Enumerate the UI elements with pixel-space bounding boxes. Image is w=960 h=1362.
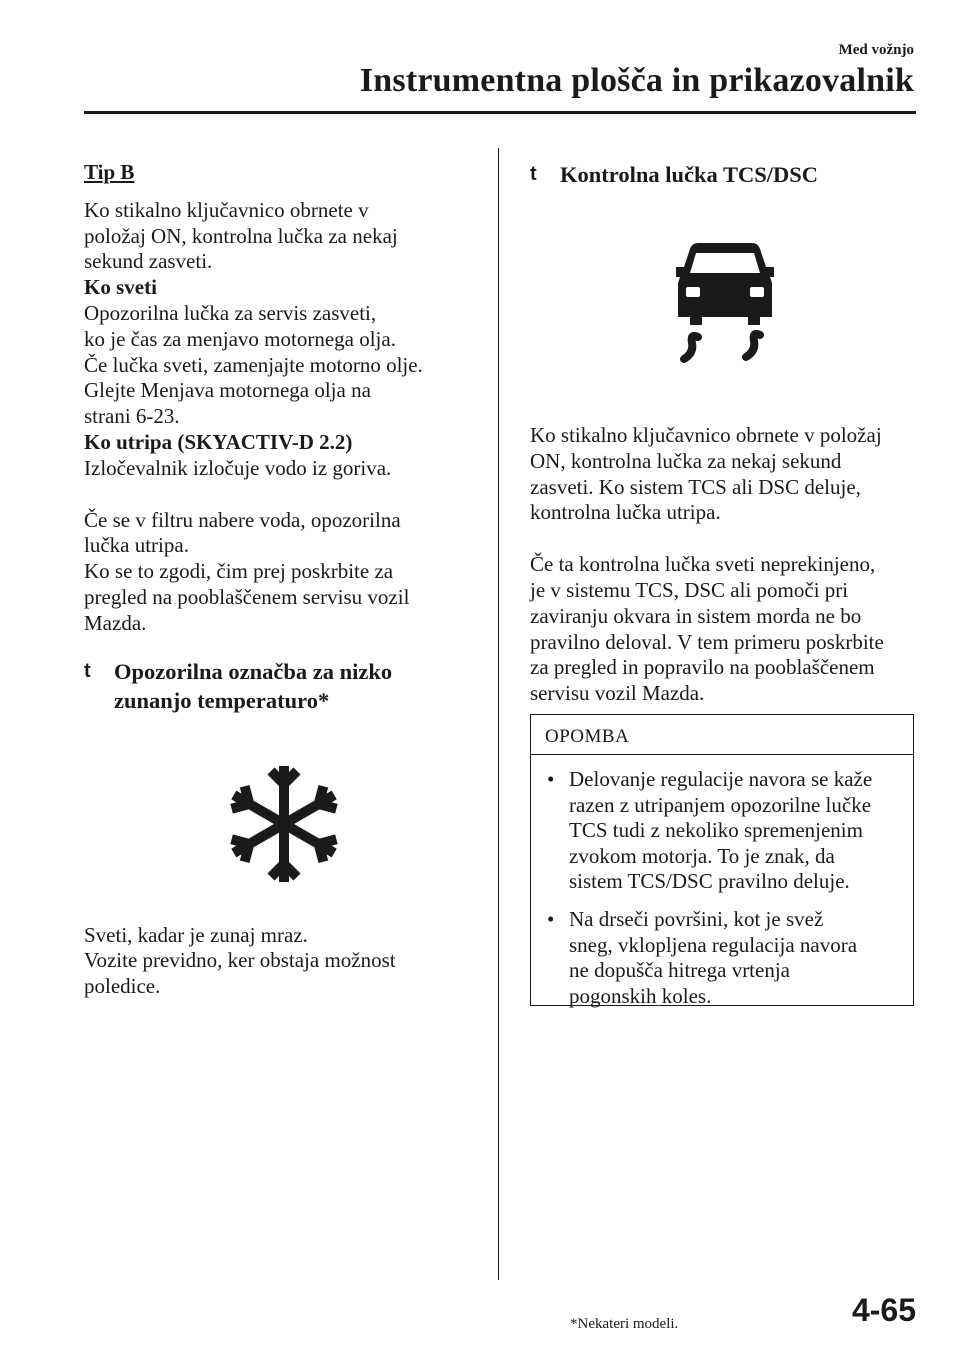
lit-heading: Ko sveti	[84, 275, 157, 300]
heading-text: Kontrolna lučka TCS/DSC	[560, 162, 818, 187]
frost-text-line: poledice.	[84, 974, 161, 999]
tcs-para2-line: servisu vozil Mazda.	[530, 681, 705, 706]
right-column	[530, 160, 920, 707]
lit-text-line: Glejte Menjava motornega olja na	[84, 378, 371, 403]
note-line: Delovanje regulacije navora se kaže	[569, 767, 873, 791]
note-line: TCS tudi z nekoliko spremenjenim	[569, 818, 863, 843]
bullet: •	[547, 906, 555, 931]
left-column	[84, 160, 484, 1000]
tcs-para2-line: pravilno deloval. V tem primeru poskrbite	[530, 629, 884, 654]
water-text-line: Če se v filtru nabere voda, opozorilna	[84, 507, 401, 532]
bullet: •	[547, 767, 555, 791]
column-divider	[498, 148, 499, 1280]
note-line: ne dopušča hitrega vrtenja	[569, 958, 790, 983]
frost-section-heading	[84, 657, 484, 715]
note-line: Na drseči površini, kot je svež	[569, 906, 824, 931]
page-number: 4-65	[851, 1292, 916, 1328]
tcs-para2-line: za pregled in popravilo na pooblaščenem	[530, 655, 875, 680]
tcs-para2-line: Če ta kontrolna lučka sveti neprekinjeno,	[530, 552, 876, 577]
heading-line: zunanjo temperaturo*	[114, 687, 330, 713]
frost-text-line: Vozite previdno, ker obstaja možnost	[84, 948, 396, 973]
type-label: Tip B	[84, 160, 135, 184]
water-text-line: Mazda.	[84, 610, 147, 635]
footnote: *Nekateri modeli.	[570, 1316, 679, 1332]
note-list	[531, 755, 913, 1009]
note-line: pogonskih koles.	[569, 983, 712, 1008]
intro-line: sekund zasveti.	[84, 249, 213, 274]
tcs-para2-line: zaviranju okvara in sistem morda ne bo	[530, 603, 862, 628]
lit-text-line: strani 6-23.	[84, 404, 180, 429]
lit-text-line: Če lučka sveti, zamenjajte motorno olje.	[84, 352, 423, 377]
intro-line: Ko stikalno ključavnico obrnete v	[84, 197, 369, 222]
tcs-icon-wrap	[530, 239, 920, 369]
snowflake-icon	[219, 759, 349, 889]
note-line: sneg, vklopljena regulacija navora	[569, 932, 858, 957]
tcs-para1-line: kontrolna lučka utripa.	[530, 500, 721, 525]
snowflake-icon-wrap	[84, 759, 484, 887]
tcs-section-heading	[530, 160, 920, 189]
header-rule	[84, 111, 916, 114]
water-text-line: lučka utripa.	[84, 533, 189, 558]
note-item	[547, 767, 903, 895]
heading-line: Opozorilna označba za nizko	[114, 658, 393, 684]
note-line: zvokom motorja. To je znak, da	[569, 843, 835, 868]
lit-text-line: Opozorilna lučka za servis zasveti,	[84, 300, 377, 325]
water-text-line: pregled na pooblaščenem servisu vozil	[84, 584, 410, 609]
note-title: OPOMBA	[531, 715, 913, 755]
note-line: razen z utripanjem opozorilne lučke	[569, 792, 872, 817]
blink-heading: Ko utripa (SKYACTIV-D 2.2)	[84, 429, 353, 454]
intro-line: položaj ON, kontrolna lučka za nekaj	[84, 223, 398, 248]
note-line: sistem TCS/DSC pravilno deluje.	[569, 869, 850, 894]
frost-text-line: Sveti, kadar je zunaj mraz.	[84, 922, 308, 947]
section-label: Med vožnjo	[838, 42, 914, 58]
tcs-para1-line: zasveti. Ko sistem TCS ali DSC deluje,	[530, 474, 861, 499]
note-box	[530, 714, 914, 1006]
tcs-para1-line: ON, kontrolna lučka za nekaj sekund	[530, 448, 842, 473]
water-text-line: Ko se to zgodi, čim prej poskrbite za	[84, 559, 394, 584]
lit-text-line: ko je čas za menjavo motornega olja.	[84, 326, 396, 351]
section-marker: t	[84, 659, 91, 682]
section-marker: t	[530, 163, 537, 185]
tcs-para1-line: Ko stikalno ključavnico obrnete v položaj	[530, 423, 882, 447]
chapter-title: Instrumentna plošča in prikazovalnik	[359, 62, 914, 99]
note-item	[547, 907, 903, 1009]
tcs-dsc-skidding-car-icon	[670, 239, 780, 363]
blink-text-line: Izločevalnik izločuje vodo iz goriva.	[84, 455, 392, 480]
tcs-para2-line: je v sistemu TCS, DSC ali pomoči pri	[530, 577, 849, 602]
